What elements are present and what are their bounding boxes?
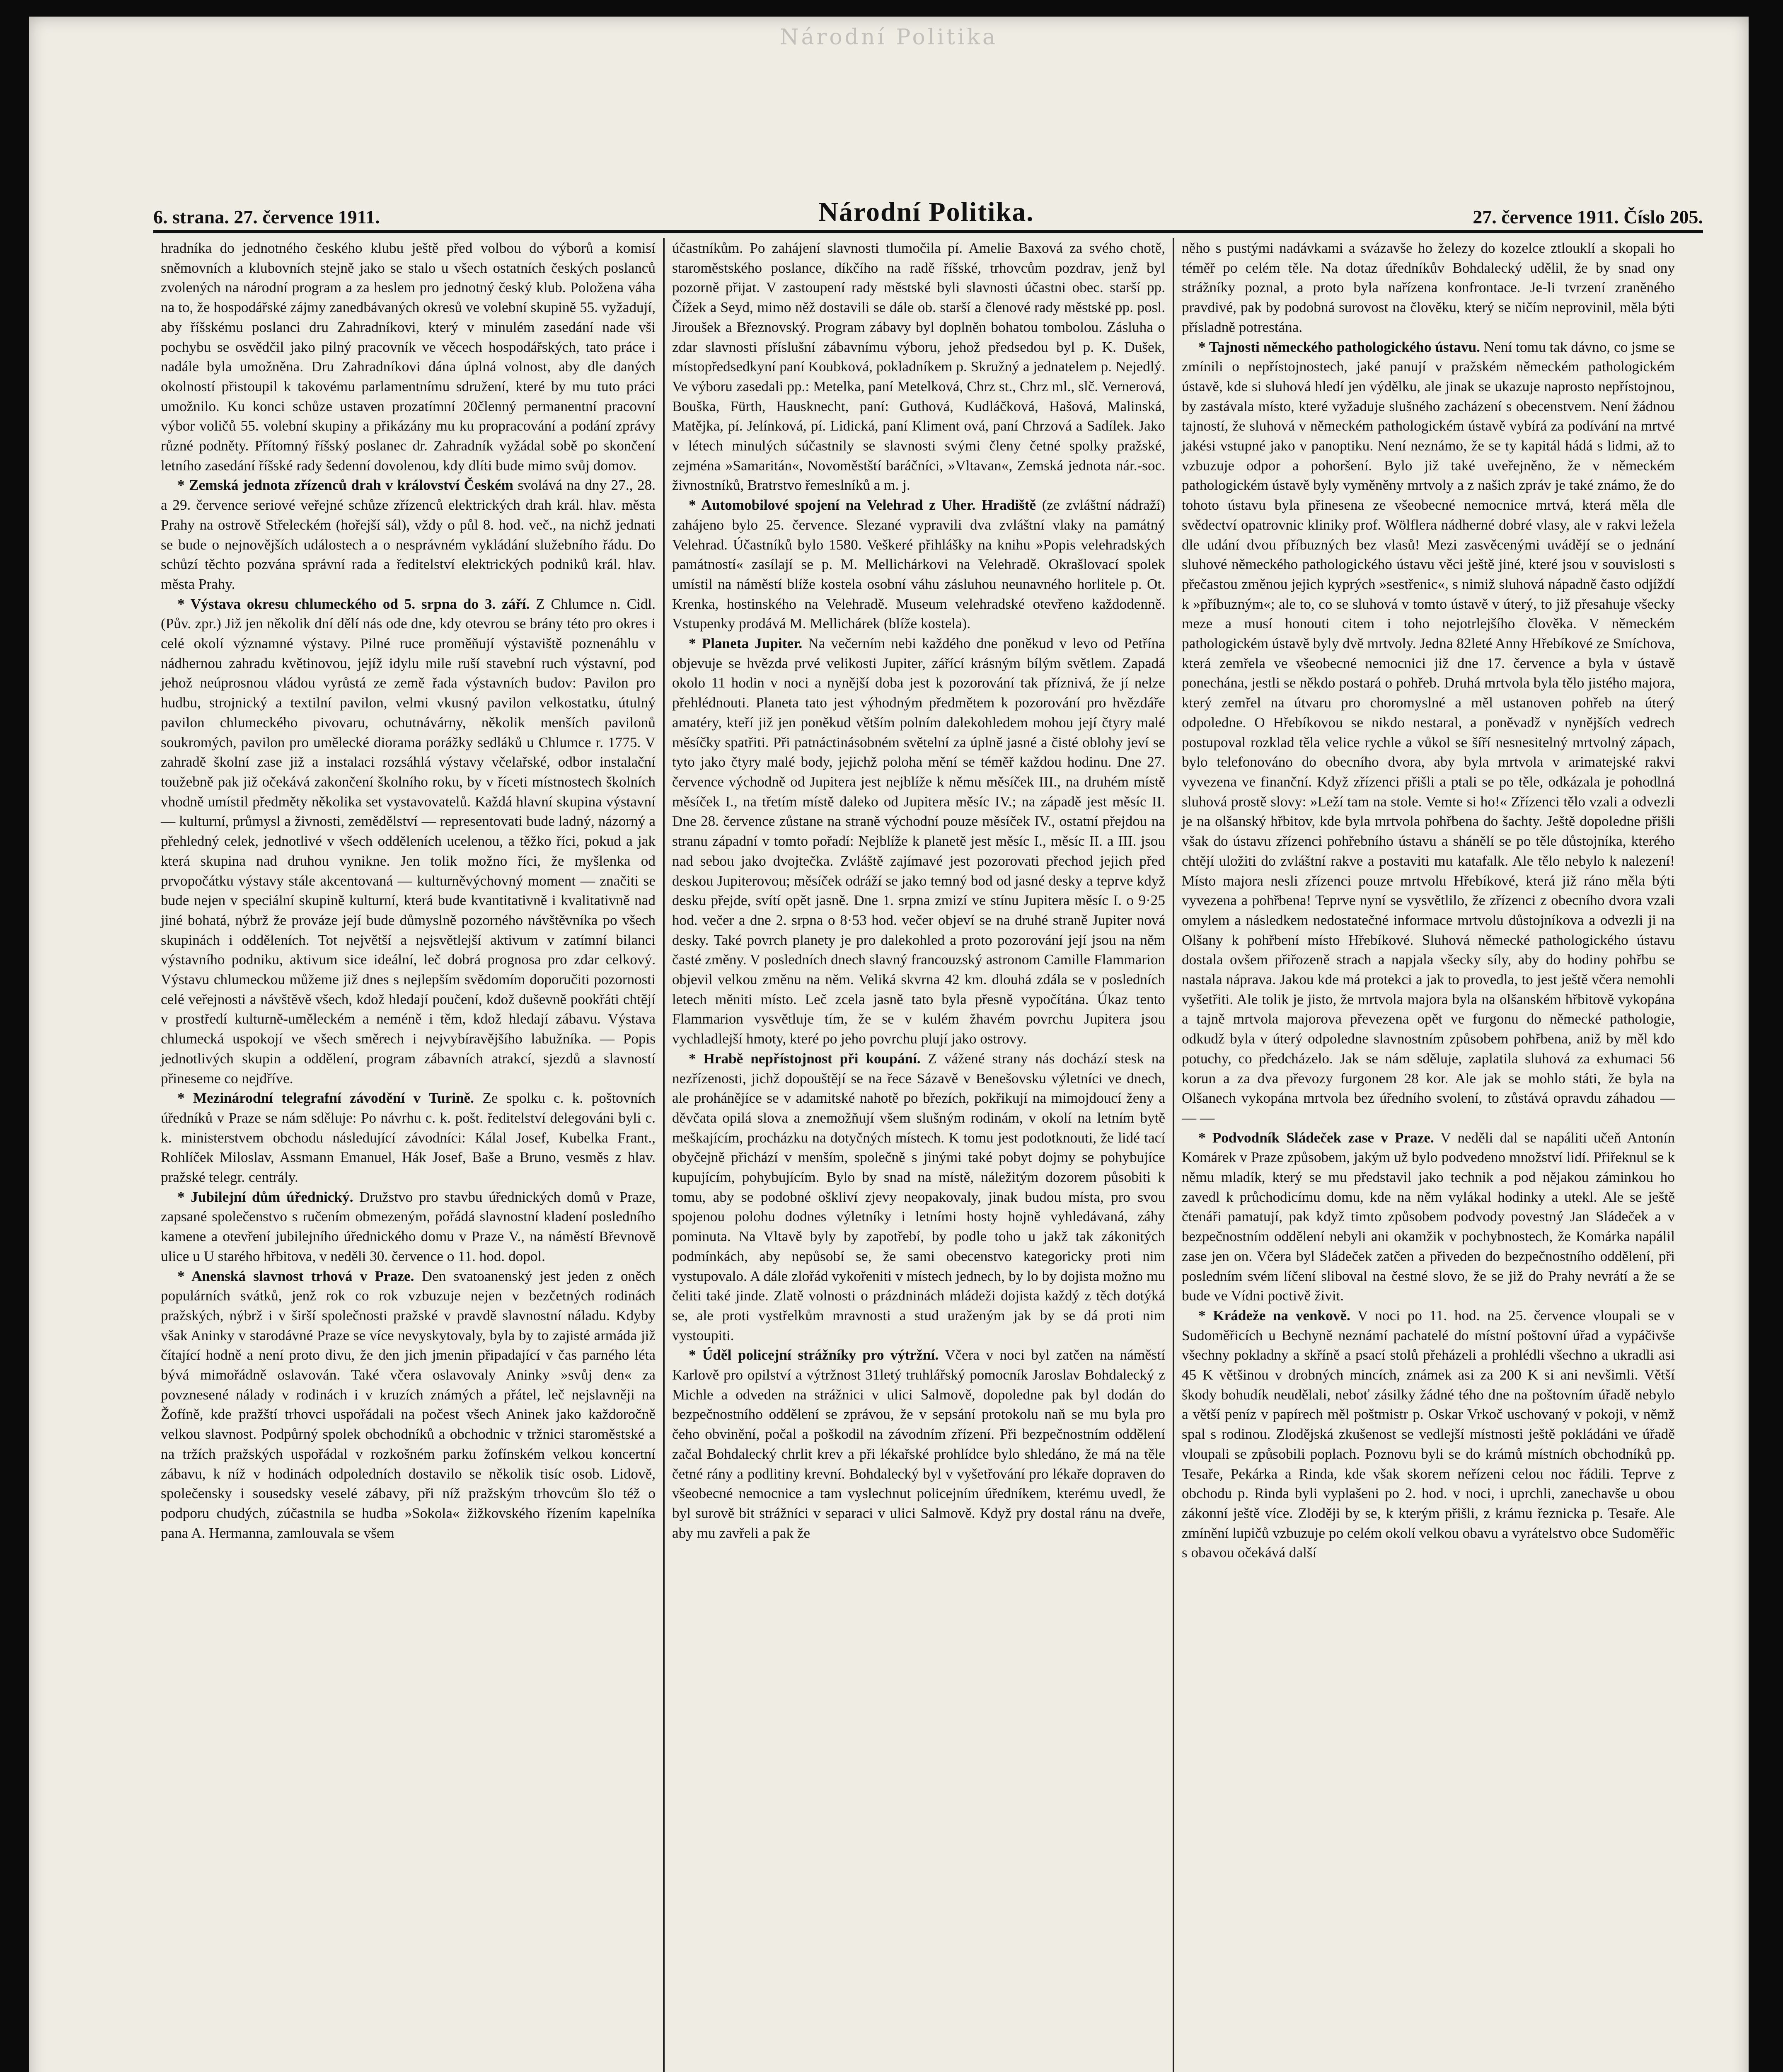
article-paragraph: [672, 1049, 1165, 1346]
article-paragraph: [161, 1187, 656, 1266]
article-headline: * Hrabě nepřístojnost při koupání.: [689, 1050, 921, 1067]
article-text: V neděli dal se napáliti učeň Antonín Komárek v Praze způsobem, jakým už bylo podvedeno množství lidí. Přiřeknul se k němu mladík, který se mu představil jako technik a pod nějakou záminkou ho zavedl k průchodicímu domu, kde na něm vylákal hodinky a utekl. Ale se ještě čtenáři pamatují, pak když timto způsobem podvody povestný Jan Sládeček a v bezpečnostním oddělení nebyli ani okamžik v pochybnostech, že Komárka napálil zase jen on. Včera byl Sládeček zatčen a přiveden do bezpečnostního oddělení, při posledním svém líčení sliboval na čestné slovo, že se již do Prahy nevrátí a že se bude ve Vídni poctivě živit.: [1182, 1129, 1675, 1304]
article-headline: * Automobilové spojení na Velehrad z Uher. Hradiště: [689, 497, 1036, 513]
column-3: [1173, 238, 1682, 2072]
article-text: něho s pustými nadávkami a svázavše ho železy do kozelce ztlouklí a skopali ho téměř po celém těle. Na dotaz úředníkův Bohdalecký udělil, že by snad ony strážníky poznal, a proto byla nařízena konfrontace. Je-li tvrzení zraněného pravdivé, pak by podobná surovost na člověku, který se ničím neprovinil, měla býti přísladně potrestána.: [1182, 240, 1675, 335]
article-text: V noci po 11. hod. na 25. července vloupali se v Sudoměřicích u Bechyně neznámí pachatelé do místní poštovní úřad a vypáčivše všechny pokladny a skříně a psací stolů přeházeli a prohlédli všechno a ukradli asi 45 K většinou v drobných mincích, známek asi za 200 K si ani nevšimli. Větší škody bohudík neudělali, neboť zásilky žádné tého dne na poštovním úřadě nebylo a větší peníz v papírech měl poštmistr p. Oskar Vrkoč uschovaný v pokoji, v němž spal s rodinou. Zlodějská zkušenost se vedlejší místnosti ještě pokládáni ve úřadě vloupali se způsobili poplach. Poznovu byli se do krámů místních obchodníků pp. Tesaře, Pekárka a Rinda, kde však skorem neřízeni celou noc řádili. Teprve z obchodu p. Rinda byli vyplašeni po 2. hod. v noci, i uprchli, zanechavše u obou zákonní ještě více. Zloději by se, k kterým přišli, z krámu řeznicka p. Tesaře. Ale zmínění lupičů vzbuzuje po celém okolí velkou obavu a vyrátelstvo obce Sudoměřic s obavou očekává další: [1182, 1307, 1675, 1561]
article-paragraph: [672, 495, 1165, 634]
article-paragraph: [1182, 337, 1675, 1128]
article-text: Na večerním nebi každého dne poněkud v levo od Petřína objevuje se hvězda prvé velikosti Jupiter, zářící krásným bílým světlem. Zapadá okolo 11 hodin v noci a nynější doba jest k pozorování tak příznivá, že jí nelze přehlédnouti. Planeta tato jest výhodným předmětem k pozorování pro hvězdáře amatéry, kteří již jen poněkud větším polním dalekohledem mohou její čtyry malé měsíčky spatřiti. Při patnáctinásobném světelní za úplně jasné a čisté oblohy jeví se tyto jako čtyry malé body, jejichž poloha mění se téměř každou hodinu. Dne 27. července východně od Jupitera jest nejblíže k němu měsíček III., na druhém místě měsíček I., na třetím místě daleko od Jupitera měsíc IV.; na západě jest měsíc II. Dne 28. července zůstane na straně východní pouze měsíček IV., ostatní přejdou na stranu západní v tomto pořadí: Nejblíže k planetě jest měsíc I., měsíc II. a III. jsou nad sebou jako dvojtečka. Zvláště zajímavé jest pozorovati přechod jejich před deskou Jupiterovou; měsíček odráží se jako temný bod od jasné desky a teprve když desku přejde, svítí opět jasně. Dne 1. srpna zmizí ve stínu Jupitera měsíc I. o 9·25 hod. večer a dne 2. srpna o 8·53 hod. večer objeví se na druhé straně Jupiter nová desky. Také povrch planety je pro dalekohled a proto pozorování její jsou na něm časté změny. V posledních dnech slavný francouzský astronom Camille Flammarion objevil velkou změnu na něm. Veliká skvrna 42 km. dlouhá zdála se v posledních letech měniti místo. Leč zcela jasně tato byla přesně vypočítána. Úkaz tento Flammarion vysvětluje tím, že se v kulém žhavém povrchu Jupitera jsou vychladlejší hmoty, které po jeho povrchu plují jako ostrovy.: [672, 635, 1166, 1047]
article-text: hradníka do jednotného českého klubu ještě před volbou do výborů a komisí sněmovních a klubovních stejně jako se stalo u všech ostatních českých poslanců zvolených na národní program a za heslem pro jednotný český klub. Položena váha na to, že hospodářské zájmy zanedbávaných okresů ve volební skupině 55. vyžadují, aby říšskému poslanci dru Zahradníkovi, který v minulém zasedání nade vši pochybu se osvědčil jako pilný pracovník ve věcech hospodářských, tato práce i nadále byla umožněna. Dru Zahradníkovi dána úplná volnost, aby dle daných okolností přistoupil k takovému parlamentnímu sdružení, které by mu tuto práci umožnilo. Ku konci schůze ustaven prozatímní 20členný permanentní pracovní výbor voličů 55. volební skupiny a přikázány mu ku propracování a podání zprávy různé podněty. Přítomný říšský poslanec dr. Zahradník vyžádal sobě po skončení letního zasedání říšské rady šedenní dovolenou, kdy dlíti bude mimo svůj domov.: [161, 240, 656, 474]
article-text: účastníkům. Po zahájení slavnosti tlumočila pí. Amelie Baxová za svého chotě, staroměstského poslance, díkčího na radě říšské, trhovcům pozdrav, jenž byl pozorně přijat. V zastoupení rady městské byli slavnosti účastni obec. starší pp. Čížek a Seyd, mimo něž dostavili se dále ob. starší a členové rady městské pp. posl. Jiroušek a Březnovský. Program zábavy byl doplněn bohatou tombolou. Zásluha o zdar slavnosti příslušní zábavnímu výboru, jehož předsedou byl p. K. Dušek, místopředsedkyní paní Koubková, pokladníkem p. Skružný a jednatelem p. Nejedlý. Ve výboru zasedali pp.: Metelka, paní Metelková, Chrz st., Chrz ml., slč. Vernerová, Bouška, Fürth, Hausknecht, paní: Guthová, Kudláčková, Hašová, Malinská, Matějka, pí. Jelínková, pí. Lidická, paní Kliment ová, paní Chrzová a Sadílek. Jako v létech minulých súčastnily se slavnosti svými členy četné spolky pražské, zejména »Samaritán«, Novoměstští baráčníci, »Vltavan«, Zemská jednota nár.-soc. živnostníků, Bratrstvo řemeslníků a m. j.: [672, 240, 1165, 494]
article-text: Včera v noci byl zatčen na náměstí Karlově pro opilství a výtržnost 31letý truhlářský pomocník Jaroslav Bohdalecký z Michle a odveden na strážnici v ulici Salmově, dopoledne pak byl dodán do bezpečnostního oddělení se zprávou, že v sepsání protokolu naň se mu byla pro čeho obvinění, počal a poškodil na závodním zřízení. Při bezpečnostním oddělení začal Bohdalecký chrlit krev a při lékařské prohlídce bylo shledáno, že má na těle četné rány a podlitiny krevní. Bohdalecký byl v vyšetřování pro lékaře dopraven do všeobecné nemocnice a tam vyslechnut policejním úředníkem, kterému uvedl, že byl surově bit strážníci v separaci v ulici Salmově. Když pry dostal ránu na dveře, aby mu zavřeli a pak že: [672, 1347, 1166, 1541]
article-paragraph: [161, 1088, 656, 1187]
article-paragraph: [672, 1345, 1165, 1543]
bleed-through-text: Národní Politika: [779, 25, 998, 50]
newspaper-title: Národní Politika.: [818, 197, 1034, 227]
header-date-left: 6. strana. 27. července 1911.: [153, 206, 380, 228]
newspaper-page: [29, 17, 1749, 2072]
header-rule: [153, 230, 1703, 233]
article-paragraph: [161, 1266, 656, 1543]
article-headline: * Krádeže na venkově.: [1198, 1307, 1350, 1324]
article-columns: [153, 238, 1703, 2072]
article-headline: * Tajnosti německého pathologického ústavu.: [1198, 339, 1480, 355]
article-paragraph: [161, 475, 656, 594]
article-paragraph: [1182, 238, 1675, 337]
column-2: [663, 238, 1173, 2072]
article-paragraph: [161, 238, 656, 475]
article-paragraph: [672, 238, 1165, 495]
article-paragraph: [161, 594, 656, 1089]
article-text: Družstvo pro stavbu úřednických domů v Praze, zapsané společenstvo s ručením obmezeným, pořádá slavnostní kladení posledního kamene a otevření jubilejního úřednického domu v Praze V., na náměstí Břevnově ulice u U starého hřbitova, v neděli 30. července o 11. hod. dopol.: [161, 1188, 656, 1264]
article-headline: * Planeta Jupiter.: [689, 635, 803, 652]
article-headline: * Mezinárodní telegrafní závodění v Turině.: [177, 1090, 474, 1106]
article-headline: * Jubilejní dům úřednický.: [177, 1188, 353, 1205]
article-paragraph: [672, 634, 1165, 1049]
article-text: Den svatoanenský jest jeden z oněch populárních svátků, jenž rok co rok vzbuzuje nejen v bezčetných rodinách pražských, nýbrž i v širší společnosti pražské v pravdě slavnostní náladu. Kdyby však Aninky v starodávné Praze se více nevyskytovaly, byla by to zajisté armáda již čítající hodně a není proto divu, že den jich jmenin připadající v čas parného léta bývá mimořádně oslavován. Také včera oslavovaly Aninky »svůj den« za povznesené nálady v rodinách i v kruzích známých a přátel, leč nejslavněji na Žofíně, kde pražští trhovci uspořádali na počest všech Aninek jako každoročně velkou slavnost. Podpůrný spolek obchodníků a obchodnic v tržnici staroměstské a na tržích pražských uspořádal v rozkošném parku žofínském velkou koncertní zábavu, k níž v hodinách odpoledních dostavilo se několik tisíc osob. Lidově, společensky i sousedsky veselé zábavy, při níž pražským trhovcům šlo též o podporu chudých, zúčastnila se hudba »Sokola« žižkovského řízením kapelníka pana A. Hermanna, zamlouvala se všem: [161, 1268, 656, 1541]
article-paragraph: [1182, 1128, 1675, 1306]
article-text: (ze zvláštní nádraží) zahájeno bylo 25. července. Slezané vypravili dva zvláštní vlaky na památný Velehrad. Účastníků bylo 1580. Veškeré přihlášky na knihu »Popis velehradských památností« zasílají se p. M. Mellichárkovi na Velehradě. Okrašlovací spolek umístil na náměstí blíže kostela osobní váhu zásluhou neunavného horlitele p. Ot. Krenka, hostinského na Velehradě. Museum velehradské otevřeno každodenně. Vstupenky prodává M. Mellichárek (blíže kostela).: [672, 497, 1165, 632]
article-headline: * Úděl policejní strážníky pro výtržní.: [689, 1347, 939, 1363]
article-headline: * Výstava okresu chlumeckého od 5. srpna do 3. září.: [177, 595, 530, 612]
page-header: [153, 195, 1703, 228]
article-text: Z Chlumce n. Cidl. (Pův. zpr.) Již jen několik dní dělí nás ode dne, kdy otevrou se brány této pro okres i celé okolí významné výstavy. Pilné ruce proměňují výstaviště poznenáhlu v nádhernou zahradu květinovou, jejíž idylu mile ruší stavební ruch výstavní, pod jehož neúprosnou vládou vyrůstá ze země řada výstavních budov: Pavilon pro hudbu, strojnický a textilní pavilon, velmi vkusný pavilon velkostatku, útulný pavilon chlumeckého pivovaru, ochutnávárny, několik menších pavilonů soukromých, pavilon pro umělecké diorama porážky sedláků u Chlumce r. 1775. V zahradě školní zase již a instalaci rozsáhlá výstavy včelařské, odbor instalační toužebně pak již očekává zakončení školního roku, by v říceti místnostech školních vhodně umístil předměty několika set vystavovatelů. Každá hlavní skupina výstavní — kulturní, průmysl a živnosti, zemědělství — representovati bude ladný, názorný a přehledný celek, jednotlivé v všech odděleních ucelenou, a těžko říci, pokud a jak která skupina nad druhou vynikne. Jen tolik možno říci, že myšlenka od prvopočátku výstavy stále akcentovaná — kulturněvýchovný moment — značiti se bude nejen v speciální skupině kulturní, která bude kvantitativně i kvalitativně nad jiné bohatá, nýbrž že prováze její bude důmyslně pozorného návštěvníka po všech skupinách i odděleních. Tot největší a nejsvětlejší aktivum v zatímní bilanci výstavního podniku, aktivum sice ideální, leč dobrá prognosa pro zdar celkový. Výstavu chlumeckou můžeme již dnes s nejlepším svědomím doporučiti pozornosti celé veřejnosti a návštěvě všech, kdož hledají poučení, kdož duševně pookřáti chtějí v prostředí kulturně-uměleckém a neméně i těm, kdož hledají zábavu. Výstava chlumecká uspokojí ve všech směrech i nejvybíravějšího labužníka. — Popis jednotlivých skupin a oddělení, program zábavních atrakcí, sjezdů a slavností přineseme co nejdříve.: [161, 595, 656, 1087]
column-1: [153, 238, 663, 2072]
article-text: Z vážené strany nás dochází stesk na nezřízenosti, jichž dopouštějí se na řece Sázavě v Benešovsku výletníci ve dnech, ale prohánějíce se v adamitské nahotě po březích, pokřikují na mimojdoucí ženy a děvčata opilá slova a znemožňují všem slušným rodinám, v okolí na letním bytě meškajícím, procházku na dotyčných místech. K tomu jest podotknouti, že lidé tací obyčejně přichází v menším, společně s jinými také pobyt dojmy se pohybujíce kupujícím, pohybujícím. Bylo by snad na místě, náležitým dozorem působiti k tomu, aby se podobné oškliví zjevy neopakovaly, jinak budou místa, pro svou spojenou polohu dodnes výletníky i letními hosty hojně vyhledávaná, záhy pominuta. Na Vltavě byly by zapotřebí, by podle toho u jakž tak zákonitých podmínkách, aby nepůsobí se, že sami obecenstvo kategoricky proti nim vystupovalo. A dále zlořád vykořeniti v místech jednech, by lo by dojista možno mu čeliti také jinde. Zlatě volnosti o prázdninách mládeži dojista každý z těch dotýká se, ale proti vystřelkům mravnosti a stud uraženým jak by se dá proti nim vystoupiti.: [672, 1050, 1165, 1343]
article-headline: * Anenská slavnost trhová v Praze.: [177, 1268, 414, 1284]
article-headline: * Podvodník Sládeček zase v Praze.: [1198, 1129, 1434, 1146]
article-text: Ze spolku c. k. poštovních úředníků v Praze se nám sděluje: Po návrhu c. k. pošt. ředitelství delegováni byli c. k. ministerstvem obchodu následující závodníci: Kálal Josef, Kubelka Frant., Rohlíček Miloslav, Assmann Emanuel, Hák Josef, Baše a Bruno, vesměs z hlav. pražské telegr. centrály.: [161, 1090, 656, 1186]
article-text: svolává na dny 27., 28. a 29. července seriové veřejné schůze zřízenců elektrických drah král. hlav. města Prahy na ostrově Střeleckém (hořejší sál), vždy o půl 8. hod. več., na nichž jednati se bude o nejnovějších událostech a o nesprávném vykládání služebního řádu. Do schůzí těchto pozvána správní rada a ředitelství elektrických podniků král. hlav. města Prahy.: [161, 477, 656, 592]
article-text: Není tomu tak dávno, co jsme se zmínili o nepřístojnostech, jaké panují v pražském německém pathologickém ústavě, kde si sluhová hledí jen výdělku, ale jinak se ukazuje naprosto nepřístojnou, by zastávala místo, které vyžaduje slušného zacházení s obecenstvem. Není žádnou tajností, že sluhová v německém pathologickém ústavě vybírá za podívání na mrtvé jakési vstupné jako v panoptiku. Není neznámo, že se ty kapitál hádá s lidmi, až to vzbuzuje odpor a pohoršení. Bylo již také uveřejněno, že v německém pathologickém ústavě byly vyměněny mrtvoly a z našich zpráv je také známo, že do tohoto ústavu byla přinesena ze všeobecné nemocnice mrtvá, která měla dle svědectví opatrovnic kliniky prof. Wölflera nádherné dobré vlasy, ale v rakvi ležela dle udání dvou příbuzných bez vlasů! Mezi zasvěcenými uvádějí se o jednání sluhové německého pathologického ústavu věci ještě jiné, které jsou v souvislosti s přečastou změnou jejich kyprých »sestřenic«, s nimiž sluhová nápadně často odjíždí k »příbuzným«; ale to, co se sluhová v tomto ústavě v úterý, to již přesahuje všecky meze a musí honouti citem i toho nejotrlejšího člověka. V německém pathologickém ústavě byly dvě mrtvoly. Jedna 82leté Anny Hřebíkové ze Smíchova, která zemřela ve všeobecné nemocnici již dne 17. července a byla v ústavě ponechána, jestli se někdo postará o pohřeb. Druhá mrtvola byla tělo jistého majora, který zemřel na útvaru pro choromyslné a měl ustanoven pohřeb na úterý odpoledne. O Hřebíkovou se nikdo nestaral, a poněvadž v nynějších vedrech postupoval rozklad těla velice rychle a vůkol se šíří nesnesitelný mrtvolný zápach, bylo telefonováno do obecního dvora, aby byla mrtvola v arimatejské rakvi vyvezena ve finanční. Když zřízenci přišli a ptali se po těle, odkázala je pohodlná sluhová prostě slovy: »Leží tam na stole. Vemte si ho!« Zřízenci tělo vzali a odvezli je na olšanský hřbitov, kde byla mrtvola pohřbena do šachty. Ještě dopoledne přišli však do ústavu zřízenci pohřebního ústavu a shánělí se po těle důstojníka, kterého chtějí uložiti do zvláštní rakve a postaviti mu katafalk. Ale tělo nebylo k nalezení! Místo majora nesli zřízenci pouze mrtvolu Hřebíkové, která již ráno měla býti vyvezena a pohřbena! Teprve nyní se vysvětlilo, že zřízenci z obecního dvora vzali omylem a následkem nedostatečné informace mrtvolu důstojníkova a odvezli ji na Olšany k pohřbení místo Hřebíkové. Sluhová německé pathologického ústavu dostala ovšem přiřozeně strach a napjala všecky síly, aby do hodiny pohřbu se nastala náprava. Jakou kde má protekci a jak to provedla, to jest ještě včera nemohli vyšetřiti. Ale tolik je jisto, že mrtvola majora byla na olšanském hřbitově vykopána a tajně mrtvola majorova převezena opět ve furgonu do německé pathologie, odkudž byla v úterý odpoledne slavnostním způsobem pohřbena, aniž by měl kdo potuchy, co předcházelo. Jak se nám sděluje, zaplatila sluhová za exhumaci 56 korun a za dva převozy furgonem 28 kor. Ale jak se mohlo státi, že byla na Olšanech vykopána mrtvola bez úředního svolení, to zůstává opravdu záhadou — — —: [1182, 339, 1675, 1126]
header-date-right: 27. července 1911. Číslo 205.: [1473, 206, 1703, 228]
article-paragraph: [1182, 1306, 1675, 1563]
article-headline: * Zemská jednota zřízenců drah v království Českém: [177, 477, 513, 494]
